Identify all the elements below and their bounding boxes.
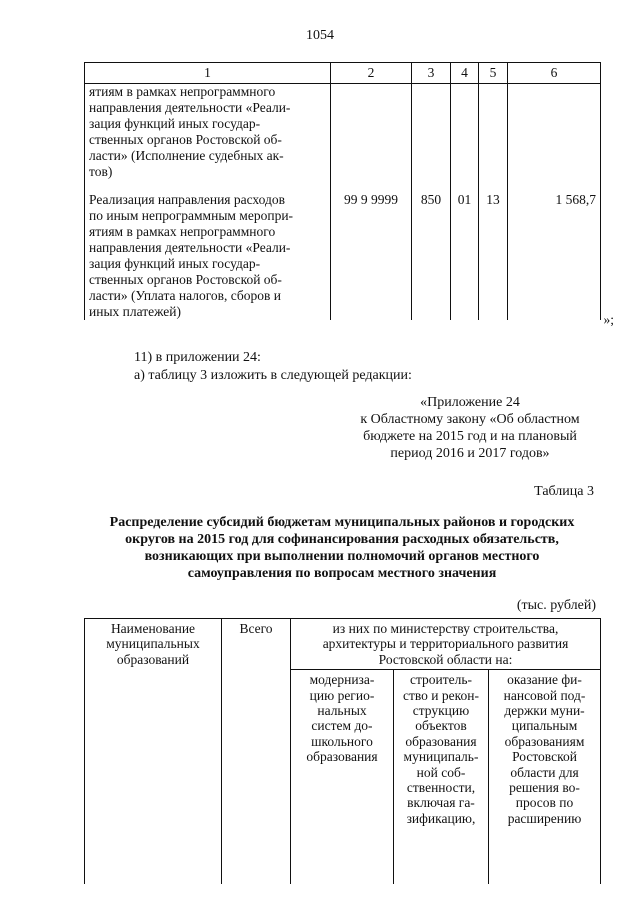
amendment-subitem: а) таблицу 3 изложить в следующей редакции: [134,368,412,383]
subsidy-table [84,618,601,884]
column-number-2: 2 [331,63,412,84]
appendix-header: «Приложение 24 к Областному закону «Об областном бюджете на 2015 год и на плановый период 2016 и 2017 годов» [360,395,580,461]
column-number-1: 1 [85,63,331,84]
column-number-5: 5 [479,63,508,84]
table-row [85,84,601,181]
column-number-4: 4 [451,63,479,84]
column-group-header: из них по министерству строительства, архитектуры и территориального развития Ростовской области на: [291,619,601,670]
section-code: 01 [451,180,479,320]
table-row [85,180,601,320]
target-article-code: 99 9 9999 [331,180,412,320]
table-title: Распределение субсидий бюджетам муниципальных районов и городских округов на 2015 год для софинансирования расходных обязательств, возникающих при выполнении полномочий органов местного самоуправления по вопросам местного значения [109,515,575,581]
column-header-total: Всего [222,619,291,885]
amount: 1 568,7 [508,180,601,320]
column-header-financial-support: оказание фи- нансовой под- держки муни- ципальным образованиям Ростовской области для решения во- просов по расширению [489,670,601,885]
column-number-row [85,63,601,84]
amendment-item: 11) в приложении 24: [134,350,261,365]
table-header-row [85,619,601,670]
column-header-municipality: Наименование муниципальных образований [85,619,222,885]
row-name-continued: ятиям в рамках непрограммного направления деятельности «Реали- зация функций иных государ- ственных органов Ростовской об- ласти» (Исполнение судебных ак- тов) [85,84,331,181]
column-header-construction: строитель- ство и рекон- струкцию объектов образования муниципаль- ной соб- ственности, включая га- зификацию, [394,670,489,885]
row-name: Реализация направления расходов по иным непрограммным меропри- ятиям в рамках непрограммного направления деятельности «Реали- зация функций иных государ- ственных органов Ростовской об- ласти» (Уплата налогов, сборов и иных платежей) [85,180,331,320]
expenditure-table [84,62,601,320]
subsection-code: 13 [479,180,508,320]
column-number-6: 6 [508,63,601,84]
column-number-3: 3 [412,63,451,84]
units-label: (тыс. рублей) [516,598,596,613]
table-number: Таблица 3 [534,484,594,499]
column-header-preschool: модерниза- цию регио- нальных систем до- школьного образования [291,670,394,885]
page-number: 1054 [306,28,334,43]
closing-quote-mark: »; [603,312,614,327]
expense-type-code: 850 [412,180,451,320]
